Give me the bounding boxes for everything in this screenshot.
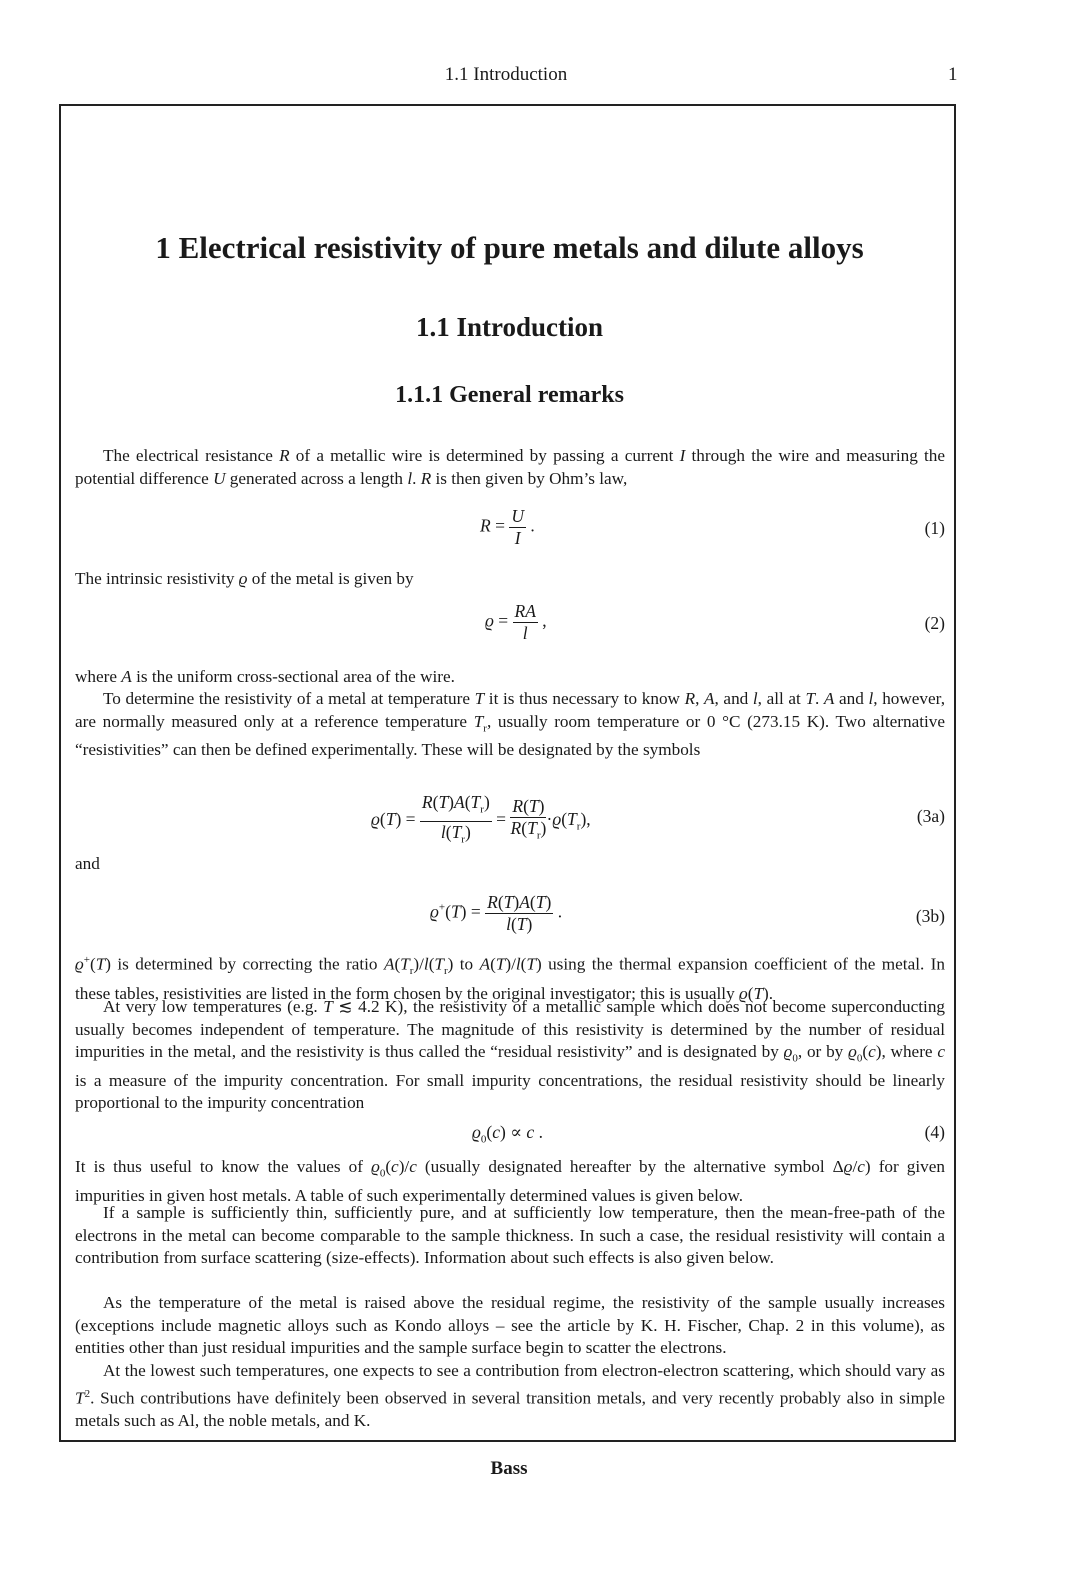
equation-3a: ϱ(T) = $\frac{R(T)A(T_r)}{l(T_r)}$ = $\frac{R(T)}{R(T_r)}$ $\cdot ϱ(T_r)$, (3a) xyxy=(371,792,945,845)
paragraph-temperature: To determine the resistivity of a metal at temperature T it is thus necessary to know R, A, and l, all at T. A and l, however, are normally measured only at a reference temperature $T_r$, usually room temperature or 0 °C (273.15 K). Two alternative “resistivities” can then be defined experimentally. These will be designated by the symbols xyxy=(75,689,945,760)
paragraph-ohm: The electrical resistance R of a metallic wire is determined by passing a current I through the wire and measuring the potential difference U generated across a length l. R is then given by Ohm’s law, xyxy=(75,446,945,488)
paragraph-intrinsic: The intrinsic resistivity ϱ of the metal is given by xyxy=(75,569,414,588)
text-and: and xyxy=(75,854,100,873)
equation-1: R = $\frac{U}{I}$ . (1) xyxy=(480,506,945,548)
paragraph-correction: ϱ+(T) is determined by correcting the ratio $A(T_r)/l(T_r)$ to A(T)/l(T) using the thermal expansion coefficient of the metal. In these tables, resistivities are listed in the form chosen by the original investigator; this is usually ϱ(T). xyxy=(75,954,945,1003)
paragraph-electron-electron: At the lowest such temperatures, one expects to see a contribution from electron-electron scattering, which should vary as $T^2$. Such contributions have definitely been observed in several transition metals, and very recently probably also in simple metals such as Al, the noble metals, and K. xyxy=(75,1361,945,1430)
section-title: 1.1 Introduction xyxy=(415,312,604,342)
equation-3b: ϱ+(T) = $\frac{R(T)A(T)}{l(T)}$ . (3b) xyxy=(430,892,945,934)
equation-number: (2) xyxy=(924,613,945,633)
equation-4: $ϱ_0(c) \propto c$ . (4) xyxy=(472,1122,945,1146)
page-number: 1 xyxy=(948,64,958,85)
paragraph-size-effects: If a sample is sufficiently thin, sufficiently pure, and at sufficiently low temperature, then the mean-free-path of the electrons in the metal can become comparable to the sample thickness. In such a case, the residual resistivity will contain a contribution from surface scattering (size-effects). Information about such effects is also given below. xyxy=(75,1203,945,1267)
equation-number: (3b) xyxy=(915,906,945,926)
page-frame xyxy=(59,104,956,1442)
footer-author: Bass xyxy=(490,1458,528,1479)
equation-number: (4) xyxy=(924,1122,945,1142)
paragraph-residual: At very low temperatures (e.g. T ≲ 4.2 K), the resistivity of a metallic sample which does not become superconducting usually becomes independent of temperature. The magnitude of this resistivity is determined by the number of residual impurities in the metal, and the resistivity is thus called the “residual resistivity” and is designated by $ϱ_0$, or by $ϱ_0(c)$, where c is a measure of the impurity concentration. For small impurity concentrations, the residual resistivity should be linearly proportional to the impurity concentration xyxy=(75,997,946,1113)
equation-2: ϱ = $\frac{RA}{l}$ , (2) xyxy=(485,601,945,643)
running-head-title: 1.1 Introduction xyxy=(444,64,568,85)
paragraph-raised-temperature: As the temperature of the metal is raised above the residual regime, the resistivity of the sample usually increases (exceptions include magnetic alloys such as Kondo alloys – see the article by K. H. Fischer, Chap. 2 in this volume), as entities other than just residual impurities and the sample surface begin to scatter the electrons. xyxy=(75,1293,945,1357)
paragraph-area: where A is the uniform cross-sectional area of the wire. xyxy=(75,667,455,686)
chapter-title: 1 Electrical resistivity of pure metals and dilute alloys xyxy=(155,230,864,265)
running-head xyxy=(0,64,1082,88)
subsection-title: 1.1.1 General remarks xyxy=(395,382,624,408)
equation-number: (1) xyxy=(924,518,945,538)
paragraph-delta-rho: It is thus useful to know the values of $ϱ_0(c)/c$ (usually designated hereafter by the alternative symbol Δϱ/c) for given impurities in given host metals. A table of such experimentally determined values is given below. xyxy=(75,1157,945,1205)
equation-number: (3a) xyxy=(916,806,945,826)
